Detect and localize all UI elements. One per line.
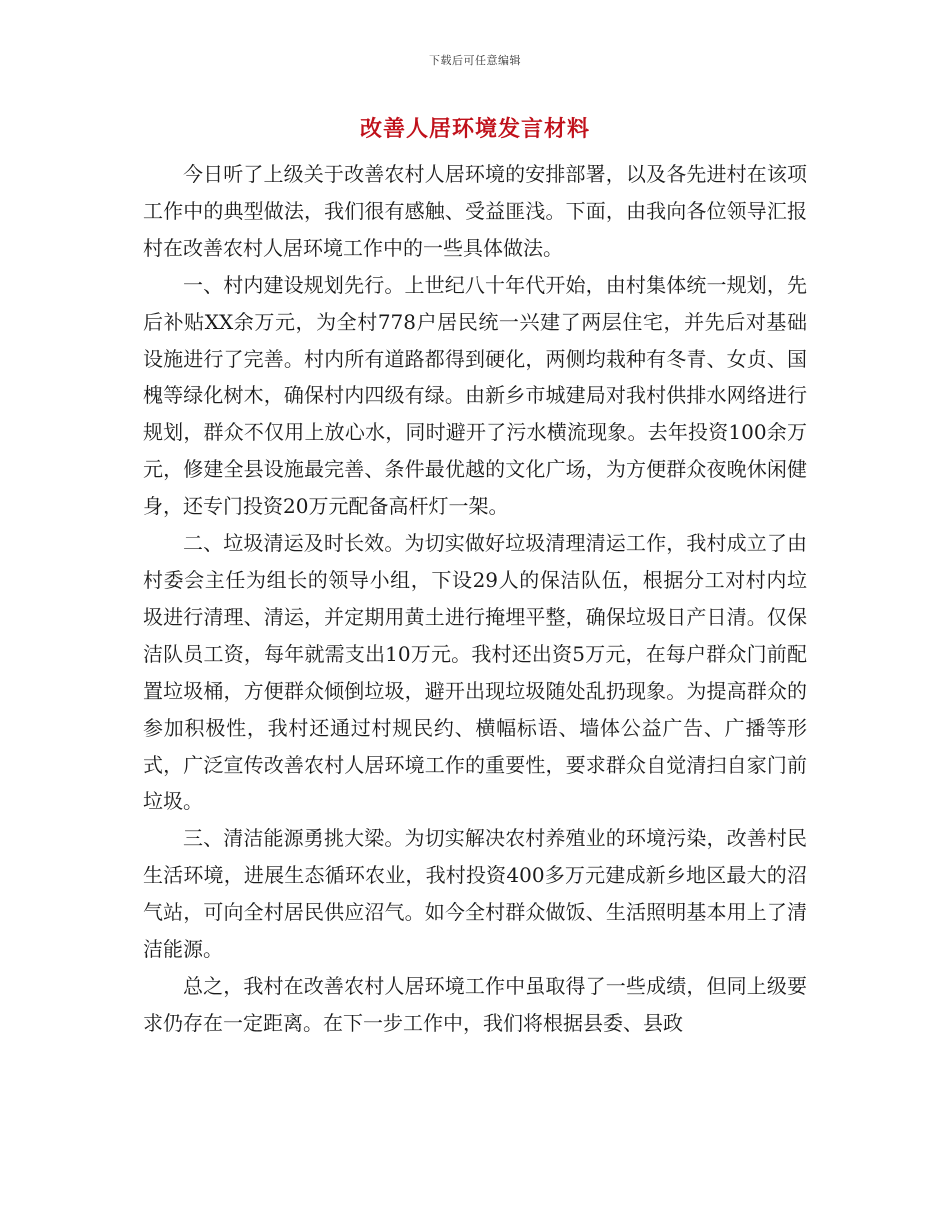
paragraph-summary: 总之，我村在改善农村人居环境工作中虽取得了一些成绩，但同上级要求仍存在一定距离。在下一步工作中，我们将根据县委、县政 <box>143 973 807 1035</box>
document-title: 改善人居环境发言材料 <box>359 116 590 142</box>
header-note: 下载后可任意编辑 <box>429 54 521 67</box>
paragraph-garbage: 二、垃圾清运及时长效。为切实做好垃圾清理清运工作，我村成立了由村委会主任为组长的领导小组，下设29人的保洁队伍，根据分工对村内垃圾进行清理、清运，并定期用黄土进行掩埋平整，确保垃圾日产日清。仅保洁队员工资，每年就需支出10万元。我村还出资5万元，在每户群众门前配置垃圾桶，方便群众倾倒垃圾，避开出现垃圾随处乱扔现象。为提高群众的参加积极性，我村还通过村规民约、横幅标语、墙体公益广告、广播等形式，广泛宣传改善农村人居环境工作的重要性，要求群众自觉清扫自家门前垃圾。 <box>143 531 807 814</box>
document-body <box>143 156 807 1042</box>
paragraph-intro: 今日听了上级关于改善农村人居环境的安排部署，以及各先进村在该项工作中的典型做法，我们很有感触、受益匪浅。下面，由我向各位领导汇报村在改善农村人居环境工作中的一些具体做法。 <box>143 162 807 260</box>
paragraph-planning: 一、村内建设规划先行。上世纪八十年代开始，由村集体统一规划，先后补贴XX余万元，为全村778户居民统一兴建了两层住宅，并先后对基础设施进行了完善。村内所有道路都得到硬化，两侧均栽种有冬青、女贞、国槐等绿化树木，确保村内四级有绿。由新乡市城建局对我村供排水网络进行规划，群众不仅用上放心水，同时避开了污水横流现象。去年投资100余万元，修建全县设施最完善、条件最优越的文化广场，为方便群众夜晚休闲健身，还专门投资20万元配备高杆灯一架。 <box>143 272 807 519</box>
paragraph-energy: 三、清洁能源勇挑大梁。为切实解决农村养殖业的环境污染，改善村民生活环境，进展生态循环农业，我村投资400多万元建成新乡地区最大的沼气站，可向全村居民供应沼气。如今全村群众做饭、生活照明基本用上了清洁能源。 <box>143 826 807 962</box>
